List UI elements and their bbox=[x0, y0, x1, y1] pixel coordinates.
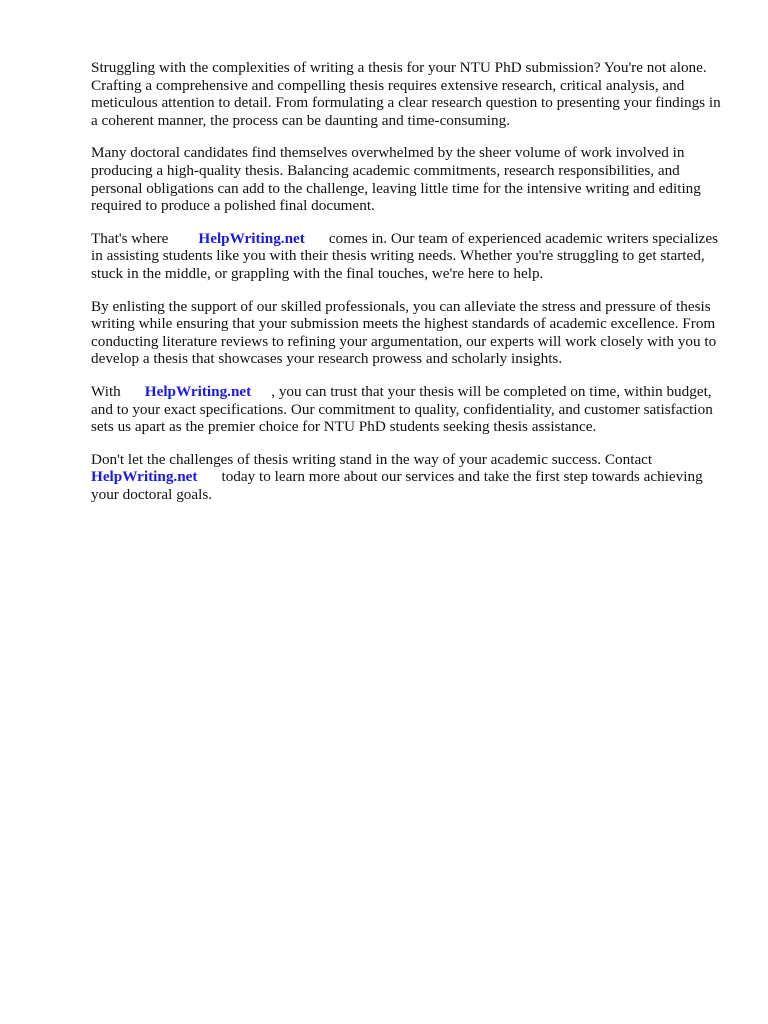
paragraph-overwhelmed: Many doctoral candidates find themselves overwhelmed by the sheer volume of work involved in producing a high-quality thesis. Balancing academic commitments, research responsibilities, and personal obligations can add to the challenge, leaving little time for the intensive writing and editing required to produce a polished final document. bbox=[91, 144, 701, 215]
helpwriting-link[interactable]: HelpWriting.net bbox=[198, 229, 305, 247]
paragraph-contact bbox=[91, 451, 721, 504]
paragraph-thats-where bbox=[91, 230, 721, 283]
paragraph-text-segment: , you can trust that your thesis will be completed on time, within budget, and to your exact specifications. Our commitment to quality, confidentiality, and customer satisfaction sets us apart as the premier choice for NTU PhD students seeking thesis assistance. bbox=[91, 382, 713, 436]
helpwriting-link[interactable]: HelpWriting.net bbox=[91, 468, 198, 486]
paragraph-with bbox=[91, 383, 721, 436]
paragraph-text-segment: That's where bbox=[91, 229, 169, 247]
paragraph-enlisting: By enlisting the support of our skilled professionals, you can alleviate the stress and pressure of thesis writing while ensuring that your submission meets the highest standards of academic excellence. From conducting literature reviews to refining your argumentation, our experts will work closely with you to develop a thesis that showcases your research prowess and scholarly insights. bbox=[91, 297, 717, 368]
paragraph-intro: Struggling with the complexities of writing a thesis for your NTU PhD submission? You're not alone. Crafting a comprehensive and compelling thesis requires extensive research, critical analysis, and meticulous attention to detail. From formulating a clear research question to presenting your findings in a coherent manner, the process can be daunting and time-consuming. bbox=[91, 59, 721, 129]
helpwriting-link[interactable]: HelpWriting.net bbox=[144, 382, 252, 400]
paragraph-text-segment: comes in. Our team of experienced academic writers specializes in assisting students like you with their thesis writing needs. Whether you're struggling to get started, stuck in the middle, or grappling with the final touches, we're here to help. bbox=[91, 229, 719, 282]
document-body bbox=[91, 59, 721, 518]
paragraph-text-segment: With bbox=[91, 382, 121, 400]
paragraph-text-segment: today to learn more about our services and take the first step towards achieving your doctoral goals. bbox=[91, 468, 703, 503]
paragraph-text-segment: Don't let the challenges of thesis writing stand in the way of your academic success. Contact bbox=[91, 450, 653, 468]
